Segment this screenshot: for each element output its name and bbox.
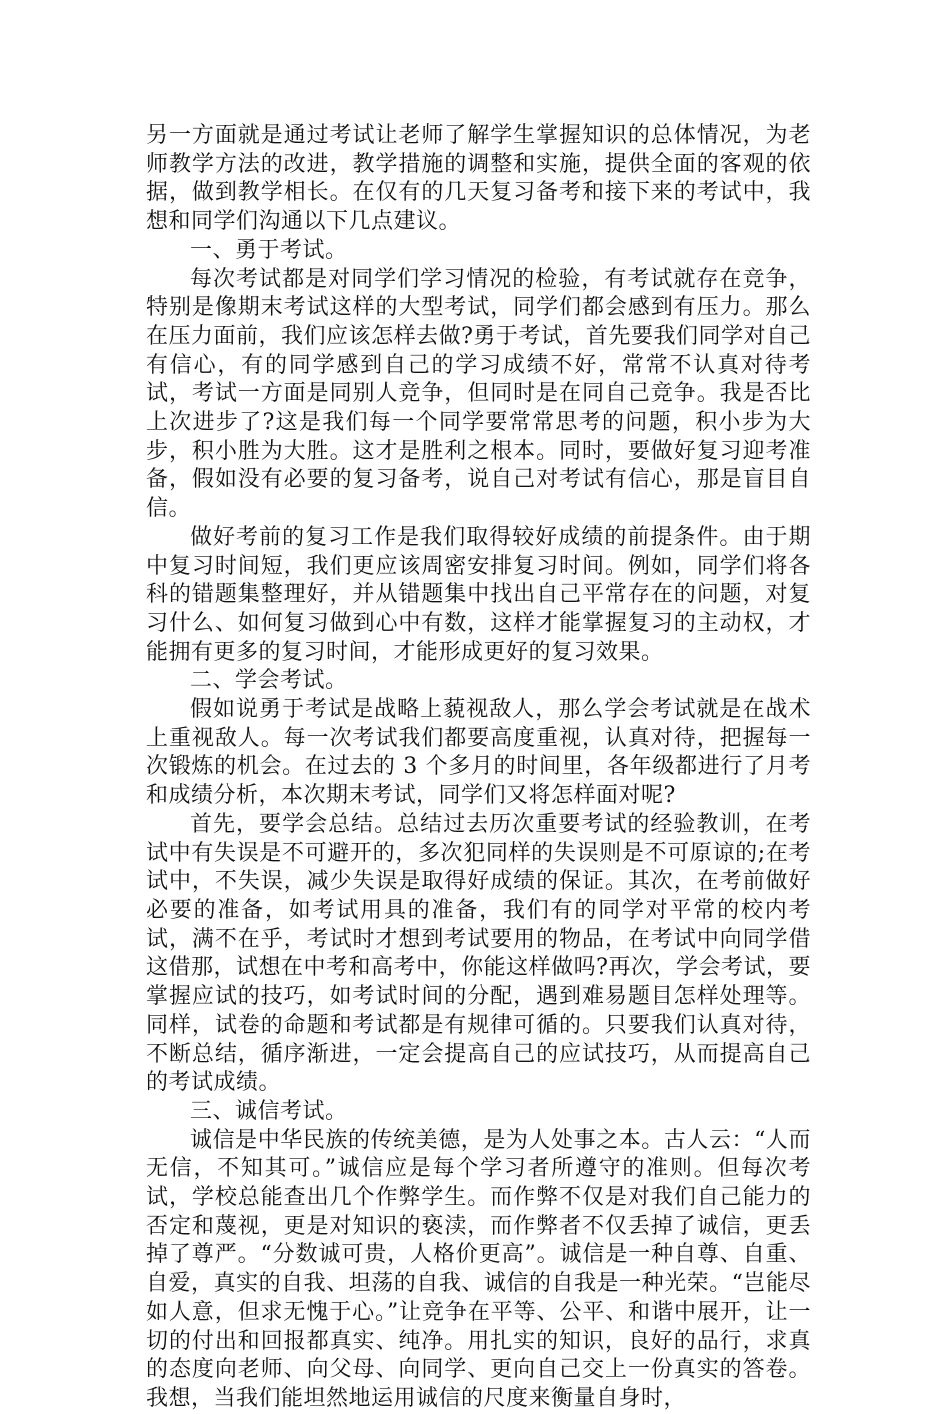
paragraph-summary: 首先，要学会总结。总结过去历次重要考试的经验教训，在考试中有失误是不可避开的，多次犯同样的失误则是不可原谅的;在考试中，不失误，减少失误是取得好成绩的保证。其次，在考前做好必要的准备，如考试用具的准备，我们有的同学对平常的校内考试，满不在乎，考试时才想到考试要用的物品，在考试中向同学借这借那，试想在中考和高考中，你能这样做吗?再次，学会考试，要掌握应试的技巧，如考试时间的分配，遇到难易题目怎样处理等。同样，试卷的命题和考试都是有规律可循的。只要我们认真对待，不断总结，循序渐进，一定会提高自己的应试技巧，从而提高自己的考试成绩。 <box>146 811 811 1096</box>
paragraph-integrity: 诚信是中华民族的传统美德，是为人处事之本。古人云：“人而无信，不知其可。”诚信应是每个学习者所遵守的准则。但每次考试，学校总能查出几个作弊学生。而作弊不仅是对我们自己能力的否定和蔑视，更是对知识的亵渎，而作弊者不仅丢掉了诚信，更丢掉了尊严。“分数诚可贵，人格价更高”。诚信是一种自尊、自重、自爱，真实的自我、坦荡的自我、诚信的自我是一种光荣。“岂能尽如人意，但求无愧于心。”让竞争在平等、公平、和谐中展开，让一切的付出和回报都真实、纯净。用扎实的知识，良好的品行，求真的态度向老师、向父母、向同学、更向自己交上一份真实的答卷。我想，当我们能坦然地运用诚信的尺度来衡量自身时， <box>146 1127 811 1411</box>
paragraph-courage: 每次考试都是对同学们学习情况的检验，有考试就存在竞争，特别是像期末考试这样的大型考试，同学们都会感到有压力。那么在压力面前，我们应该怎样去做?勇于考试，首先要我们同学对自己有信心，有的同学感到自己的学习成绩不好，常常不认真对待考试，考试一方面是同别人竞争，但同时是在同自己竞争。我是否比上次进步了?这是我们每一个同学要常常思考的问题，积小步为大步，积小胜为大胜。这才是胜利之根本。同时，要做好复习迎考准备，假如没有必要的复习备考，说自己对考试有信心，那是盲目自信。 <box>146 266 811 522</box>
section-heading-1: 一、勇于考试。 <box>190 237 348 263</box>
section-heading-3: 三、诚信考试。 <box>190 1098 348 1124</box>
section-heading-2: 二、学会考试。 <box>190 668 348 694</box>
paragraph-intro: 另一方面就是通过考试让老师了解学生掌握知识的总体情况，为老师教学方法的改进，教学措施的调整和实施，提供全面的客观的依据，做到教学相长。在仅有的几天复习备考和接下来的考试中，我想和同学们沟通以下几点建议。 <box>146 123 811 235</box>
document-body <box>146 122 811 1414</box>
paragraph-review: 做好考前的复习工作是我们取得较好成绩的前提条件。由于期中复习时间短，我们更应该周密安排复习时间。例如，同学们将各科的错题集整理好，并从错题集中找出自己平常存在的问题，对复习什么、如何复习做到心中有数，这样才能掌握复习的主动权，才能拥有更多的复习时间，才能形成更好的复习效果。 <box>146 524 811 665</box>
paragraph-strategy: 假如说勇于考试是战略上藐视敌人，那么学会考试就是在战术上重视敌人。每一次考试我们都要高度重视，认真对待，把握每一次锻炼的机会。在过去的 3 个多月的时间里，各年级都进行了月考和成绩分析，本次期末考试，同学们又将怎样面对呢? <box>146 697 811 809</box>
